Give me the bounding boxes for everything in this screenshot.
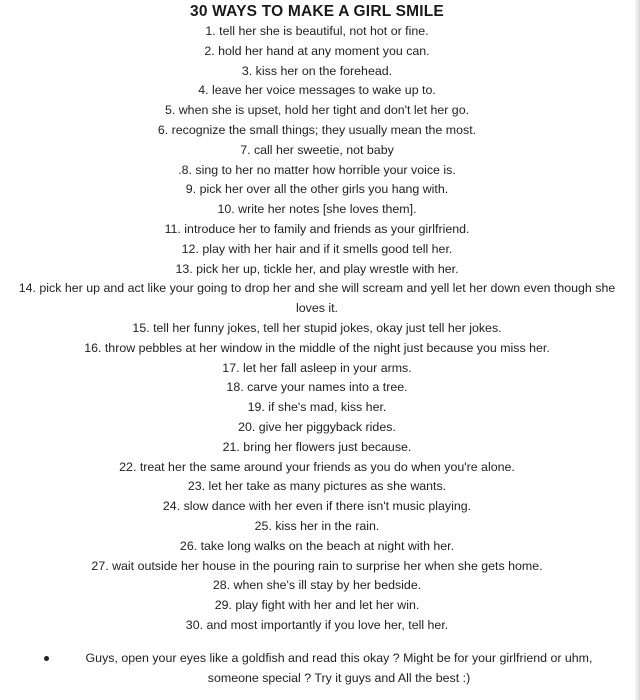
list-item: 25. kiss her in the rain. <box>254 518 380 533</box>
closing-note <box>44 648 614 688</box>
list-item: 11. introduce her to family and friends as your girlfriend. <box>164 221 470 236</box>
list-item: 18. carve your names into a tree. <box>226 380 408 395</box>
list-item: 27. wait outside her house in the pouring rain to surprise her when she gets home. <box>91 558 543 573</box>
list-item: 1. tell her she is beautiful, not hot or fine. <box>205 24 429 38</box>
list-item: 2. hold her hand at any moment you can. <box>204 43 430 58</box>
list-item: 17. let her fall asleep in your arms. <box>222 360 412 375</box>
list-item: 22. treat her the same around your friends as you do when you're alone. <box>119 459 515 474</box>
tips-list <box>0 22 634 636</box>
list-item: 10. write her notes [she loves them]. <box>217 202 417 217</box>
list-item: 19. if she's mad, kiss her. <box>247 400 387 415</box>
list-item: 12. play with her hair and if it smells good tell her. <box>181 241 453 256</box>
list-item: .8. sing to her no matter how horrible your voice is. <box>178 162 456 177</box>
list-item: 3. kiss her on the forehead. <box>241 63 393 78</box>
list-item: 4. leave her voice messages to wake up to. <box>198 83 436 98</box>
bullet-icon <box>44 656 49 661</box>
list-item: 9. pick her over all the other girls you hang with. <box>185 182 449 197</box>
closing-note-text: Guys, open your eyes like a goldfish and read this okay ? Might be for your girlfriend or uhm, someone special ? Try it guys and All the best :) <box>85 651 593 685</box>
list-item: 24. slow dance with her even if there isn't music playing. <box>162 499 472 514</box>
list-item: 6. recognize the small things; they usually mean the most. <box>157 122 477 137</box>
list-item: 26. take long walks on the beach at night with her. <box>179 538 455 553</box>
list-item: 30. and most importantly if you love her, tell her. <box>185 617 449 632</box>
list-item: 13. pick her up, tickle her, and play wrestle with her. <box>175 261 459 276</box>
list-item: 20. give her piggyback rides. <box>238 419 396 434</box>
list-item: 23. let her take as many pictures as she wants. <box>187 479 447 494</box>
page-edge-shadow <box>634 0 640 700</box>
list-item: 5. when she is upset, hold her tight and don't let her go. <box>164 103 470 118</box>
list-item: 21. bring her flowers just because. <box>222 439 412 454</box>
page-title: 30 WAYS TO MAKE A GIRL SMILE <box>190 3 444 20</box>
list-item: 7. call her sweetie, not baby <box>240 142 394 157</box>
list-item: 16. throw pebbles at her window in the middle of the night just because you miss her. <box>84 340 550 355</box>
list-item: 14. pick her up and act like your going to drop her and she will scream and yell let her down even though she loves it. <box>18 281 616 316</box>
list-item: 28. when she's ill stay by her bedside. <box>212 578 422 593</box>
list-item: 15. tell her funny jokes, tell her stupid jokes, okay just tell her jokes. <box>132 320 502 335</box>
list-item: 29. play fight with her and let her win. <box>214 598 420 613</box>
